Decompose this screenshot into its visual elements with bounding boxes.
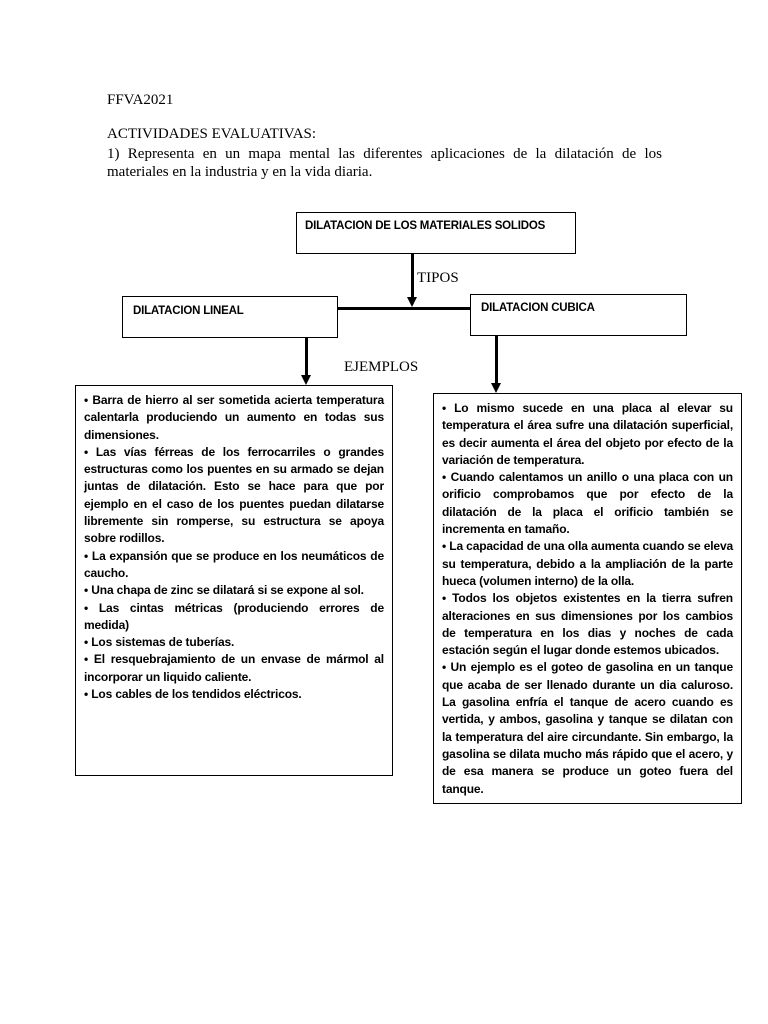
linear-arrowhead xyxy=(301,375,311,385)
list-item: • Cuando calentamos un anillo o una placa con un orificio comprobamos que por efecto de la dilatación de la placa el orificio también se incrementa en tamaño. xyxy=(442,470,733,537)
list-item: • Lo mismo sucede en una placa al elevar su temperatura el área sufre una dilatación superficial, es decir aumenta el área del objeto por efecto de la variación de temperatura. xyxy=(442,401,733,467)
list-item: • Una chapa de zinc se dilatará si se expone al sol. xyxy=(84,583,364,598)
list-item: • La expansión que se produce en los neumáticos de caucho. xyxy=(84,548,384,580)
cubic-down-line xyxy=(495,336,498,384)
activities-heading: ACTIVIDADES EVALUATIVAS: xyxy=(107,126,317,142)
root-down-line xyxy=(411,254,414,298)
linear-examples-list xyxy=(75,385,393,776)
list-item: • Las vías férreas de los ferrocarriles o grandes estructuras como los puentes en su armado se dejan juntas de dilatación. Esto se hace para que por ejemplo en el caso de los puentes puedan dilatarse libremente sin romperse, su estructura se apoya sobre rodillos. xyxy=(84,444,384,546)
cubic-dilation-node xyxy=(470,294,687,336)
types-label: TIPOS xyxy=(417,270,459,286)
linear-dilation-node xyxy=(122,296,338,338)
linear-down-line xyxy=(305,338,308,376)
list-item: • Los sistemas de tuberías. xyxy=(84,635,235,650)
list-item: • Un ejemplo es el goteo de gasolina en un tanque que acaba de ser llenado durante un dia caluroso. La gasolina enfría el tanque de acero cuando es vertida, y ambos, gasolina y tanque se dilatan con la temperatura del aire circundante. Sin embargo, la gasolina se dilata mucho más rápido que el acero, y de esa manera se produce un goteo fuera del tanque. xyxy=(442,660,733,796)
list-item: • El resquebrajamiento de un envase de mármol al incorporar un liquido caliente. xyxy=(84,652,384,684)
cubic-arrowhead xyxy=(491,383,501,393)
cubic-title: DILATACION CUBICA xyxy=(481,302,595,314)
horizontal-branch-line xyxy=(338,307,470,310)
linear-title: DILATACION LINEAL xyxy=(133,305,244,317)
root-title: DILATACION DE LOS MATERIALES SOLIDOS xyxy=(305,220,546,232)
list-item: • Todos los objetos existentes en la tierra sufren alteraciones en sus dimensiones por los cambios de temperatura en los dias y noches de cada estación según el lugar donde estemos ubicados. xyxy=(442,591,733,658)
list-item: • Barra de hierro al ser sometida acierta temperatura calentarla produciendo un aumento en todas sus dimensiones. xyxy=(84,393,384,442)
mindmap-root-node xyxy=(296,212,576,254)
root-arrowhead xyxy=(407,297,417,307)
list-item: • Las cintas métricas (produciendo errores de medida) xyxy=(84,600,384,632)
list-item: • La capacidad de una olla aumenta cuando se eleva su temperatura, debido a la ampliación de la parte hueca (volumen interno) de la olla. xyxy=(442,539,733,588)
examples-label: EJEMPLOS xyxy=(344,359,419,375)
document-code: FFVA2021 xyxy=(107,92,174,108)
list-item: • Los cables de los tendidos eléctricos. xyxy=(84,687,302,702)
question-text: 1) Representa en un mapa mental las diferentes aplicaciones de la dilatación de los materiales en la industria y en la vida diaria. xyxy=(107,146,662,180)
cubic-examples-list xyxy=(433,393,742,804)
